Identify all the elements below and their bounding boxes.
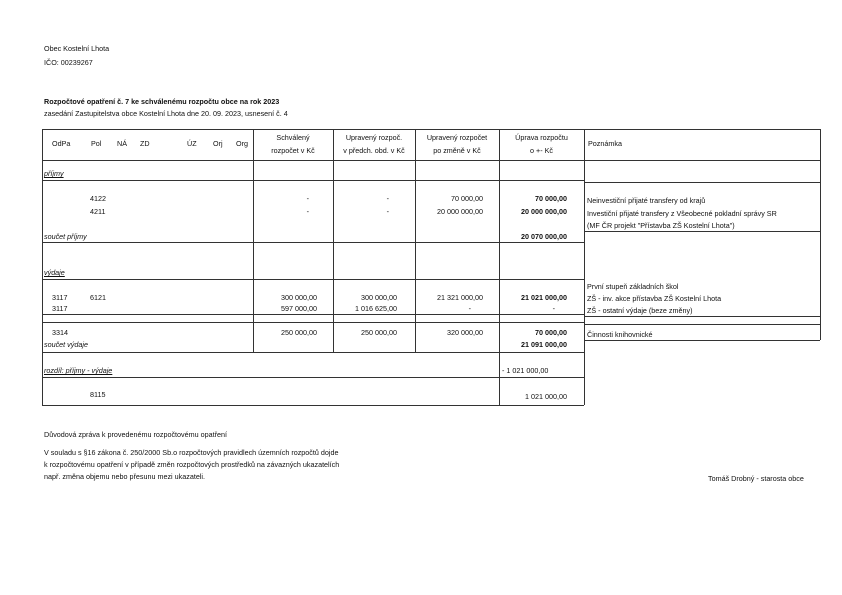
income-poznamka: Neinvestiční přijaté transfery od krajů xyxy=(587,196,706,205)
col-pol: Pol xyxy=(91,139,102,148)
expense-poznamka-top: První stupeň základních škol xyxy=(587,282,679,291)
section-vydaje: výdaje xyxy=(44,268,65,277)
table-line xyxy=(584,129,585,405)
table-line xyxy=(42,352,584,353)
income-po-zmene: 70 000,00 xyxy=(451,194,483,203)
table-line xyxy=(42,314,584,315)
document-title: Rozpočtové opatření č. 7 ke schválenému rozpočtu obce na rok 2023 xyxy=(44,97,280,106)
income-uprava: 20 000 000,00 xyxy=(521,207,567,216)
expense-po-zmene: - xyxy=(468,304,471,313)
expense-odpa: 3117 xyxy=(52,304,68,313)
expense-pol: 6121 xyxy=(90,293,106,302)
table-line xyxy=(42,129,584,130)
expense-upraveny: 300 000,00 xyxy=(361,293,397,302)
expense-odpa: 3117 xyxy=(52,293,68,302)
income-poznamka: Investiční přijaté transfery z Všeobecné pokladní správy SR xyxy=(587,209,777,218)
table-line xyxy=(42,322,584,323)
expense-upraveny: 1 016 625,00 xyxy=(355,304,397,313)
expense-odpa: 3314 xyxy=(52,328,68,337)
col-org: Org xyxy=(236,139,248,148)
difference-label: rozdíl: příjmy - výdaje xyxy=(44,366,113,375)
col-na: NÁ xyxy=(117,139,127,148)
income-schvaleny: - xyxy=(306,194,309,203)
table-line xyxy=(584,324,820,325)
col-po-zmene-line1: Upravený rozpočet xyxy=(426,133,488,142)
table-line xyxy=(42,129,43,405)
table-line xyxy=(253,129,254,352)
explanation-heading: Důvodová zpráva k provedenému rozpočtovému opatření xyxy=(44,430,227,439)
col-po-zmene-line2: po změně v Kč xyxy=(433,146,481,155)
municipality-name: Obec Kostelní Lhota xyxy=(44,44,110,53)
signature: Tomáš Drobný - starosta obce xyxy=(708,474,804,483)
expense-po-zmene: 21 321 000,00 xyxy=(437,293,483,302)
explanation-line: k rozpočtovému opatření v případě změn rozpočtových prostředků na závazných ukazatelích xyxy=(44,460,340,469)
income-upraveny: - xyxy=(386,194,389,203)
expense-schvaleny: 300 000,00 xyxy=(281,293,317,302)
table-line xyxy=(42,180,584,181)
income-pol: 4122 xyxy=(90,194,106,203)
expense-uprava: 21 021 000,00 xyxy=(521,293,567,302)
income-pol: 4211 xyxy=(90,207,106,216)
col-uprava-line1: Úprava rozpočtu xyxy=(515,133,568,142)
table-line xyxy=(584,316,820,317)
sum-income-value: 20 070 000,00 xyxy=(521,232,567,241)
table-line xyxy=(42,405,584,406)
table-line xyxy=(499,129,500,405)
financing-value: 1 021 000,00 xyxy=(525,392,567,401)
income-uprava: 70 000,00 xyxy=(535,194,567,203)
table-line xyxy=(820,182,821,340)
document-subtitle: zasedání Zastupitelstva obce Kostelní Lhota dne 20. 09. 2023, usnesení č. 4 xyxy=(44,109,288,118)
financing-pol: 8115 xyxy=(90,390,106,399)
col-upraveny-line1: Upravený rozpoč. xyxy=(345,133,403,142)
table-line xyxy=(584,231,820,232)
table-line xyxy=(42,279,584,280)
sum-expense-label: součet výdaje xyxy=(44,340,88,349)
col-uprava-line2: o +- Kč xyxy=(530,146,553,155)
expense-uprava: 70 000,00 xyxy=(535,328,567,337)
sum-expense-value: 21 091 000,00 xyxy=(521,340,567,349)
expense-uprava: - xyxy=(552,304,555,313)
income-upraveny: - xyxy=(386,207,389,216)
expense-po-zmene: 320 000,00 xyxy=(447,328,483,337)
expense-poznamka: ZŠ - ostatní výdaje (beze změny) xyxy=(587,306,693,315)
col-schvaleny-line1: Schválený xyxy=(276,133,310,142)
expense-poznamka: ZŠ - inv. akce přístavba ZŠ Kostelní Lhota xyxy=(587,294,722,303)
table-line xyxy=(584,182,820,183)
sum-income-label: součet příjmy xyxy=(44,232,87,241)
explanation-line: např. změna objemu nebo přesunu mezi ukazateli. xyxy=(44,472,206,481)
table-line xyxy=(820,129,821,182)
col-schvaleny-line2: rozpočet v Kč xyxy=(271,146,315,155)
col-orj: Orj xyxy=(213,139,223,148)
col-zd: ZD xyxy=(140,139,150,148)
difference-value: - 1 021 000,00 xyxy=(502,366,549,375)
col-poznamka: Poznámka xyxy=(588,139,622,148)
section-prijmy: příjmy xyxy=(44,169,64,178)
col-uz: ÚZ xyxy=(187,139,197,148)
income-poznamka-2: (MF ČR projekt "Přístavba ZŠ Kostelní Lhota") xyxy=(587,221,735,230)
ico-number: IČO: 00239267 xyxy=(44,58,93,67)
table-line xyxy=(415,129,416,352)
expense-poznamka: Činnosti knihovnické xyxy=(587,330,653,339)
expense-schvaleny: 250 000,00 xyxy=(281,328,317,337)
income-po-zmene: 20 000 000,00 xyxy=(437,207,483,216)
income-schvaleny: - xyxy=(306,207,309,216)
table-line xyxy=(42,160,820,161)
col-upraveny-line2: v předch. obd. v Kč xyxy=(343,146,405,155)
table-line xyxy=(584,129,820,130)
table-line xyxy=(584,340,820,341)
table-line xyxy=(42,242,584,243)
col-odpa: OdPa xyxy=(52,139,71,148)
expense-upraveny: 250 000,00 xyxy=(361,328,397,337)
explanation-line: V souladu s §16 zákona č. 250/2000 Sb.o rozpočtových pravidlech územních rozpočtů dojde xyxy=(44,448,339,457)
expense-schvaleny: 597 000,00 xyxy=(281,304,317,313)
table-line xyxy=(333,129,334,352)
table-line xyxy=(42,377,584,378)
